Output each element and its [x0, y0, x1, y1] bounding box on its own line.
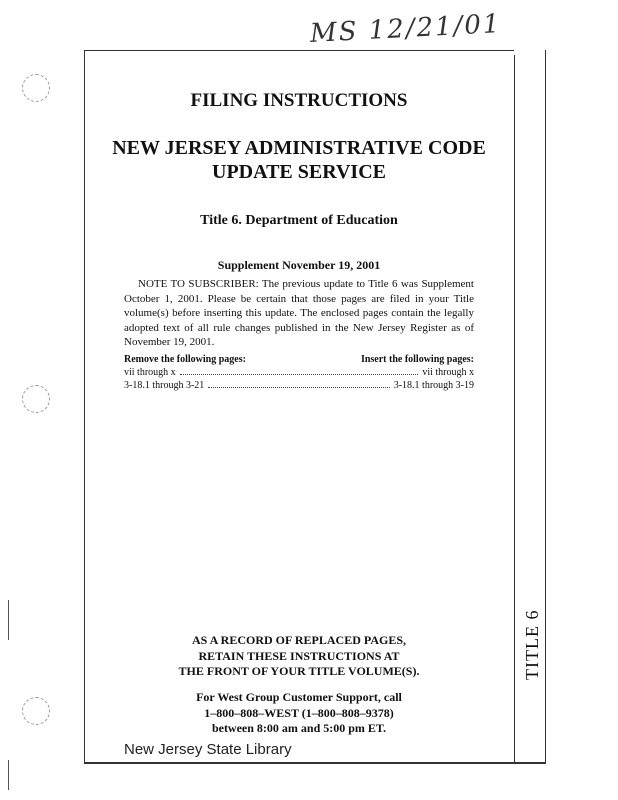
handwritten-initials-date: MS 12/21/01 — [309, 9, 503, 49]
binder-hole-middle — [22, 385, 50, 413]
margin-scan-mark-bottom — [8, 760, 9, 790]
support-line-1: For West Group Customer Support, call — [196, 690, 402, 704]
dot-leader — [180, 374, 419, 375]
insert-header: Insert the following pages: — [360, 354, 474, 365]
pages-table — [124, 353, 474, 392]
support-line-2: 1–800–808–WEST (1–800–808–9378) — [204, 705, 394, 720]
remove-pages: vii through x — [124, 367, 176, 378]
page-frame-top-rule — [84, 50, 514, 51]
retain-line-1: AS A RECORD OF REPLACED PAGES, — [191, 633, 407, 647]
bottom-rule — [84, 762, 546, 764]
retain-line-2: RETAIN THESE INSTRUCTIONS AT — [198, 648, 400, 663]
table-row — [124, 366, 474, 379]
dot-leader — [208, 387, 389, 388]
pages-table-header — [124, 353, 474, 366]
remove-header: Remove the following pages: — [124, 354, 246, 365]
retain-line-3: THE FRONT OF YOUR TITLE VOLUME(S). — [178, 664, 420, 678]
supplement-date: Supplement November 19, 2001 — [217, 258, 381, 272]
subscriber-note: NOTE TO SUBSCRIBER: The previous update to Title 6 was Supplement October 1, 2001. Please be certain that those pages are filed in your Title volume(s) before inserting this update. The enclosed pages contain the legally adopted text of all rule changes published in the New Jersey Register as of November 19, 2001. — [124, 278, 474, 349]
remove-pages: 3-18.1 through 3-21 — [124, 380, 205, 391]
binder-hole-top — [22, 74, 50, 102]
customer-support — [84, 690, 514, 737]
spine-divider — [514, 55, 515, 763]
retain-notice — [84, 633, 514, 680]
table-row — [124, 379, 474, 392]
insert-pages: 3-18.1 through 3-19 — [393, 380, 474, 391]
library-stamp: New Jersey State Library — [124, 741, 292, 758]
subtitle-line-2: UPDATE SERVICE — [212, 161, 386, 183]
document-subtitle — [84, 136, 514, 184]
document-title: FILING INSTRUCTIONS — [190, 90, 408, 111]
binder-hole-bottom — [22, 697, 50, 725]
margin-scan-mark — [8, 600, 9, 640]
support-line-3: between 8:00 am and 5:00 pm ET. — [211, 721, 387, 735]
insert-pages: vii through x — [422, 367, 474, 378]
title-line: Title 6. Department of Education — [200, 213, 398, 228]
spine-title-label: TITLE 6 — [522, 609, 542, 680]
subtitle-line-1: NEW JERSEY ADMINISTRATIVE CODE — [112, 137, 486, 159]
